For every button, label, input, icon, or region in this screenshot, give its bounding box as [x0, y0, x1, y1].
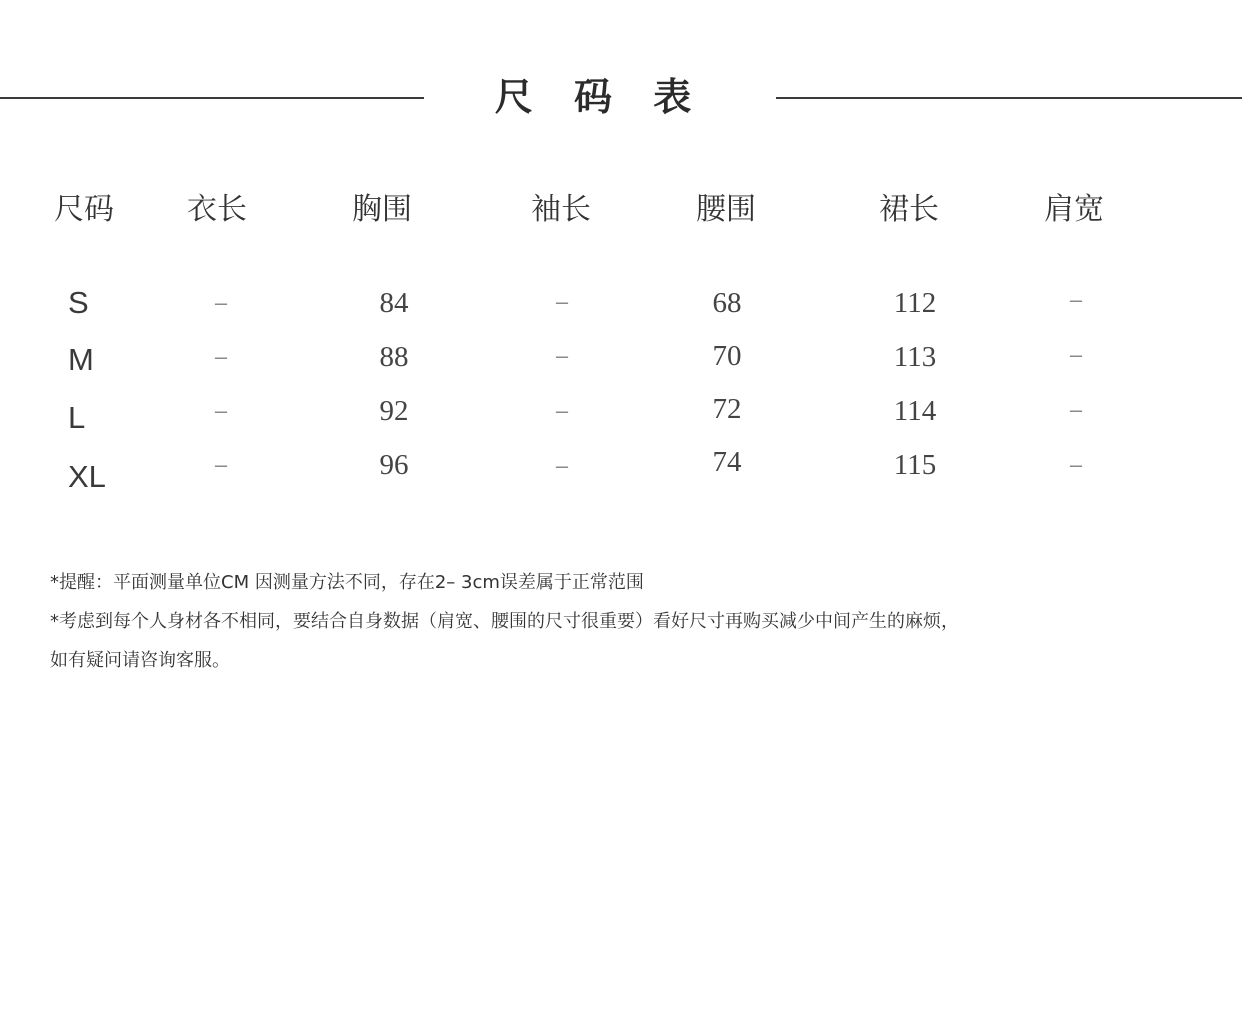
table-cell: 74 [712, 446, 742, 478]
table-cell: 96 [379, 449, 409, 481]
table-cell: 113 [893, 341, 937, 373]
note-line: *考虑到每个人身材各不相同，要结合自身数据（肩宽、腰围的尺寸很重要）看好尺寸再购买减少中间产生的麻烦， [50, 611, 959, 632]
table-cell: 115 [893, 449, 937, 481]
column-header-waist: 腰围 [696, 192, 756, 227]
table-cell: – [1069, 287, 1083, 312]
column-header-sleeve: 袖长 [531, 192, 591, 227]
size-label-l: L [68, 400, 86, 435]
table-cell: 114 [893, 395, 937, 427]
column-header-length: 衣长 [187, 192, 247, 227]
table-cell: 112 [893, 287, 937, 319]
table-cell: – [555, 453, 569, 478]
column-header-shoulder: 肩宽 [1044, 192, 1104, 227]
table-cell: – [555, 343, 569, 368]
table-cell: – [214, 344, 228, 369]
note-line: 如有疑问请咨询客服。 [50, 650, 230, 671]
table-cell: 68 [712, 287, 742, 319]
table-cell: 92 [379, 395, 409, 427]
table-cell: – [1069, 342, 1083, 367]
size-label-xl: XL [68, 459, 106, 494]
table-cell: 70 [712, 340, 742, 372]
table-cell: – [555, 398, 569, 423]
table-cell: – [1069, 397, 1083, 422]
column-header-skirt: 裙长 [879, 192, 939, 227]
note-line: *提醒：平面测量单位CM 因测量方法不同，存在2– 3cm误差属于正常范围 [50, 572, 644, 593]
measurement-notes [50, 563, 1220, 680]
column-header-size: 尺码 [54, 192, 114, 227]
table-cell: 72 [712, 393, 742, 425]
page-title: 尺 码 表 [494, 75, 706, 119]
column-header-bust: 胸围 [352, 192, 412, 227]
table-cell: – [1069, 452, 1083, 477]
title-rule-left [0, 97, 424, 99]
size-label-s: S [68, 285, 89, 320]
table-cell: – [555, 289, 569, 314]
table-cell: – [214, 290, 228, 315]
table-cell: 84 [379, 287, 409, 319]
size-label-m: M [68, 342, 94, 377]
title-rule-right [776, 97, 1242, 99]
table-cell: 88 [379, 341, 409, 373]
table-cell: – [214, 452, 228, 477]
table-cell: – [214, 398, 228, 423]
